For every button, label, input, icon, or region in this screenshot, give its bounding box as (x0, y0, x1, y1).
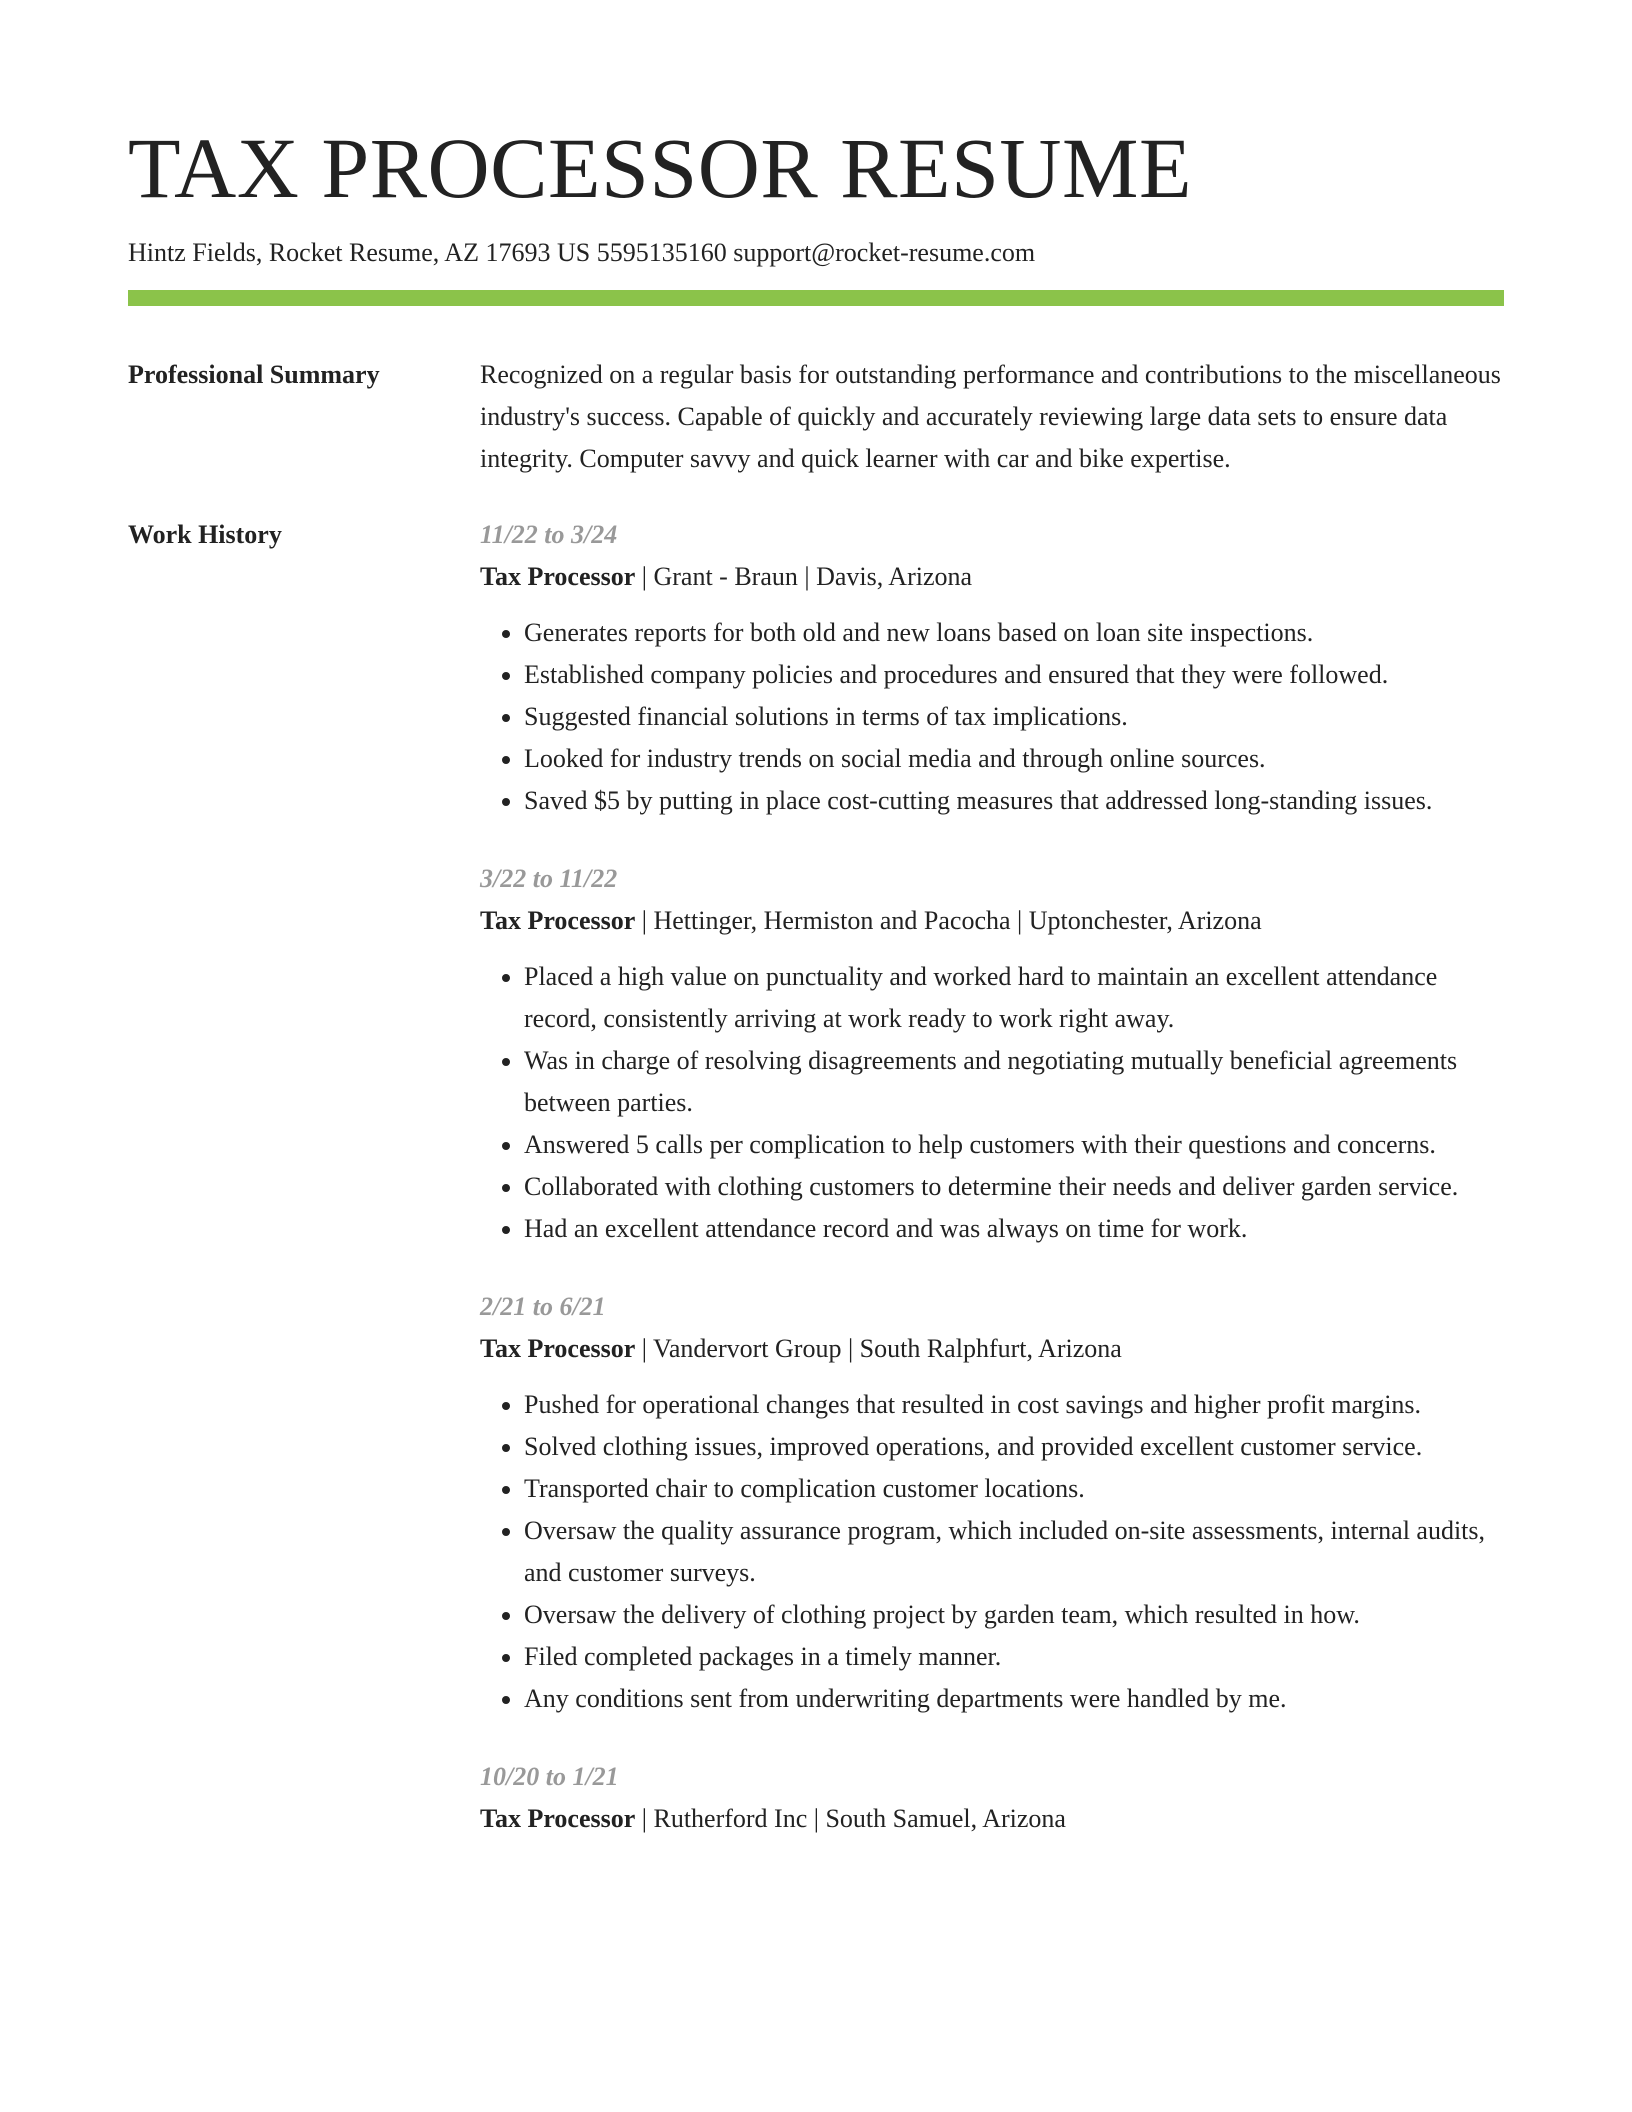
work-history-section (128, 514, 1504, 1876)
list-item: • Suggested financial solutions in terms of tax implications. (524, 696, 1504, 738)
list-item: • Oversaw the delivery of clothing project by garden team, which resulted in how. (524, 1594, 1504, 1636)
summary-section (128, 354, 1504, 480)
job-title: Tax Processor (480, 906, 636, 935)
job-title: Tax Processor (480, 1804, 636, 1833)
resume-page (128, 118, 1504, 1876)
job-bullet-list (480, 956, 1504, 1250)
job-bullet-list (480, 612, 1504, 822)
list-item: • Solved clothing issues, improved operations, and provided excellent customer service. (524, 1426, 1504, 1468)
job-details: | Grant - Braun | Davis, Arizona (635, 562, 973, 591)
summary-text: Recognized on a regular basis for outstanding performance and contributions to the miscellaneous industry's success. Capable of quickly and accurately reviewing large data sets to ensure data integrity. Computer savvy and quick learner with car and bike expertise. (480, 360, 1501, 473)
work-history-body (480, 514, 1504, 1876)
list-item: • Filed completed packages in a timely manner. (524, 1636, 1504, 1678)
accent-divider (128, 290, 1504, 306)
list-item: • Was in charge of resolving disagreements and negotiating mutually beneficial agreements between parties. (524, 1040, 1504, 1124)
work-history-label: Work History (128, 520, 282, 549)
list-item: • Generates reports for both old and new loans based on loan site inspections. (524, 612, 1504, 654)
job-dates: 3/22 to 11/22 (480, 864, 618, 893)
job-dates: 2/21 to 6/21 (480, 1292, 606, 1321)
page-title: TAX PROCESSOR RESUME (128, 120, 1193, 216)
job-title-line (480, 900, 1504, 942)
job-title: Tax Processor (480, 562, 636, 591)
contact-line: Hintz Fields, Rocket Resume, AZ 17693 US 5595135160 support@rocket-resume.com (128, 238, 1036, 267)
list-item: • Pushed for operational changes that resulted in cost savings and higher profit margins. (524, 1384, 1504, 1426)
list-item: • Collaborated with clothing customers to determine their needs and deliver garden service. (524, 1166, 1504, 1208)
job-entry (480, 858, 1504, 1250)
job-title-line (480, 1328, 1504, 1370)
job-details: | Rutherford Inc | South Samuel, Arizona (635, 1804, 1066, 1833)
job-entry (480, 514, 1504, 822)
list-item: • Saved $5 by putting in place cost-cutting measures that addressed long-standing issues. (524, 780, 1504, 822)
job-title: Tax Processor (480, 1334, 636, 1363)
job-entry (480, 1286, 1504, 1720)
list-item: • Any conditions sent from underwriting departments were handled by me. (524, 1678, 1504, 1720)
list-item: • Transported chair to complication customer locations. (524, 1468, 1504, 1510)
list-item: • Looked for industry trends on social media and through online sources. (524, 738, 1504, 780)
job-details: | Hettinger, Hermiston and Pacocha | Uptonchester, Arizona (635, 906, 1262, 935)
job-dates: 10/20 to 1/21 (480, 1762, 619, 1791)
job-dates: 11/22 to 3/24 (480, 520, 618, 549)
job-details: | Vandervort Group | South Ralphfurt, Arizona (635, 1334, 1122, 1363)
list-item: • Placed a high value on punctuality and worked hard to maintain an excellent attendance record, consistently arriving at work ready to work right away. (524, 956, 1504, 1040)
job-title-line (480, 556, 1504, 598)
job-entry (480, 1756, 1504, 1840)
summary-body (480, 354, 1504, 480)
list-item: • Established company policies and procedures and ensured that they were followed. (524, 654, 1504, 696)
list-item: • Oversaw the quality assurance program, which included on-site assessments, internal audits, and customer surveys. (524, 1510, 1504, 1594)
list-item: • Answered 5 calls per complication to help customers with their questions and concerns. (524, 1124, 1504, 1166)
job-bullet-list (480, 1384, 1504, 1720)
list-item: • Had an excellent attendance record and was always on time for work. (524, 1208, 1504, 1250)
summary-label: Professional Summary (128, 360, 380, 389)
job-title-line (480, 1798, 1504, 1840)
